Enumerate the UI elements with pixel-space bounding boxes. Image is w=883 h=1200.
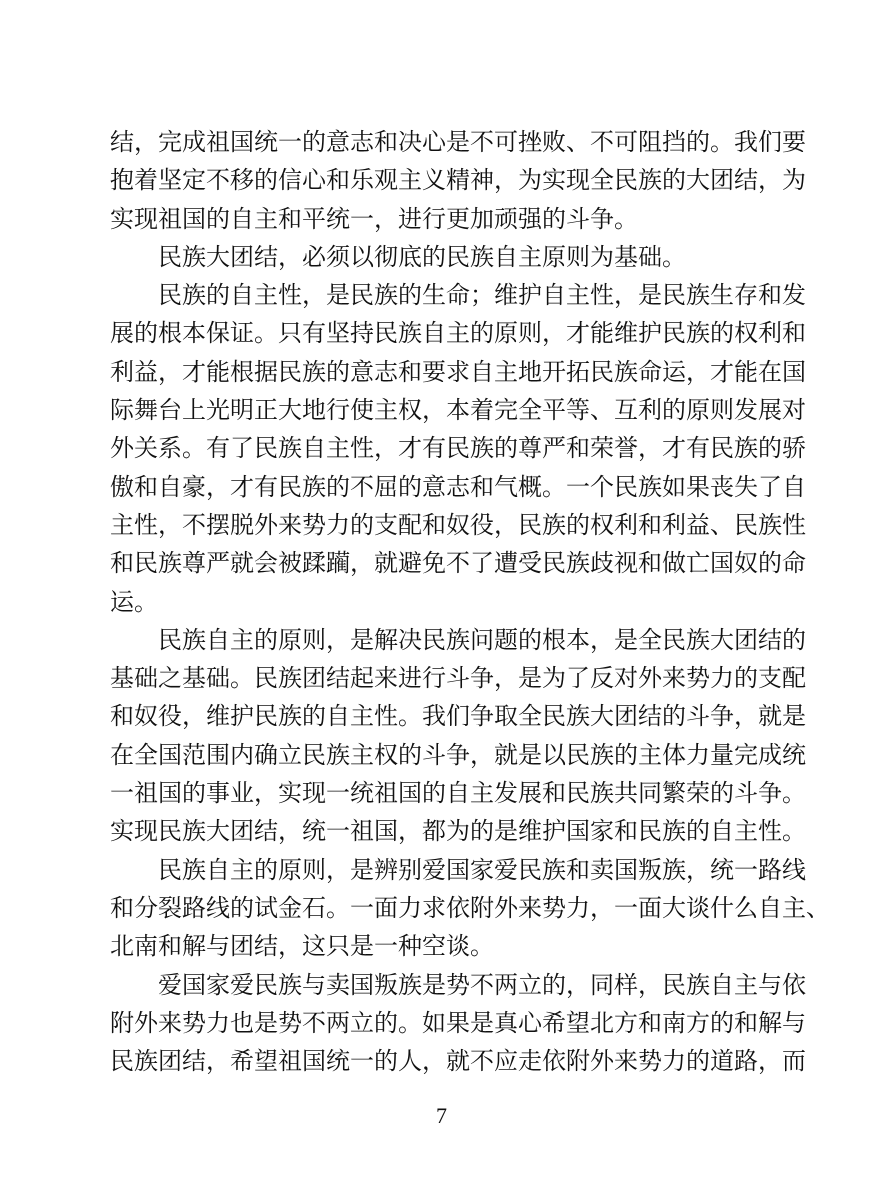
text-line: 基础之基础。民族团结起来进行斗争，是为了反对外来势力的支配 [110,664,806,693]
text-line: 利益，才能根据民族的意志和要求自主地开拓民族命运，才能在国 [110,357,806,386]
text-line: 抱着坚定不移的信心和乐观主义精神，为实现全民族的大团结，为 [110,166,806,195]
text-line: 和分裂路线的试金石。一面力求依附外来势力，一面大谈什么自主、 [110,893,830,922]
text-line: 附外来势力也是势不两立的。如果是真心希望北方和南方的和解与 [110,1008,806,1037]
text-line: 实现祖国的自主和平统一，进行更加顽强的斗争。 [110,204,638,233]
text-line: 和民族尊严就会被蹂躏，就避免不了遭受民族歧视和做亡国奴的命 [110,549,806,578]
text-line: 北南和解与团结，这只是一种空谈。 [110,932,494,961]
text-line: 民族自主的原则，是辨别爱国家爱民族和卖国叛族，统一路线 [158,855,806,884]
text-line: 爱国家爱民族与卖国叛族是势不两立的，同样，民族自主与依 [158,970,806,999]
text-line: 民族团结，希望祖国统一的人，就不应走依附外来势力的道路，而 [110,1047,806,1076]
text-line: 结，完成祖国统一的意志和决心是不可挫败、不可阻挡的。我们要 [110,128,806,156]
text-line: 民族的自主性，是民族的生命；维护自主性，是民族生存和发 [158,281,806,310]
text-line: 一祖国的事业，实现一统祖国的自主发展和民族共同繁荣的斗争。 [110,779,806,808]
text-line: 运。 [110,587,158,616]
text-line: 外关系。有了民族自主性，才有民族的尊严和荣誉，才有民族的骄 [110,434,806,463]
page-number: 7 [436,1103,447,1128]
text-line: 民族自主的原则，是解决民族问题的根本，是全民族大团结的 [158,625,806,654]
text-line: 民族大团结，必须以彻底的民族自主原则为基础。 [158,242,686,271]
text-line: 在全国范围内确立民族主权的斗争，就是以民族的主体力量完成统 [110,740,806,769]
text-line: 和奴役，维护民族的自主性。我们争取全民族大团结的斗争，就是 [110,702,806,731]
body-text [110,123,830,1080]
text-line: 实现民族大团结，统一祖国，都为的是维护国家和民族的自主性。 [110,817,806,846]
text-line: 主性，不摆脱外来势力的支配和奴役，民族的权利和利益、民族性 [110,510,806,539]
text-line: 傲和自豪，才有民族的不屈的意志和气概。一个民族如果丧失了自 [110,472,806,501]
text-line: 展的根本保证。只有坚持民族自主的原则，才能维护民族的权利和 [110,319,806,348]
text-line: 际舞台上光明正大地行使主权，本着完全平等、互利的原则发展对 [110,396,806,425]
